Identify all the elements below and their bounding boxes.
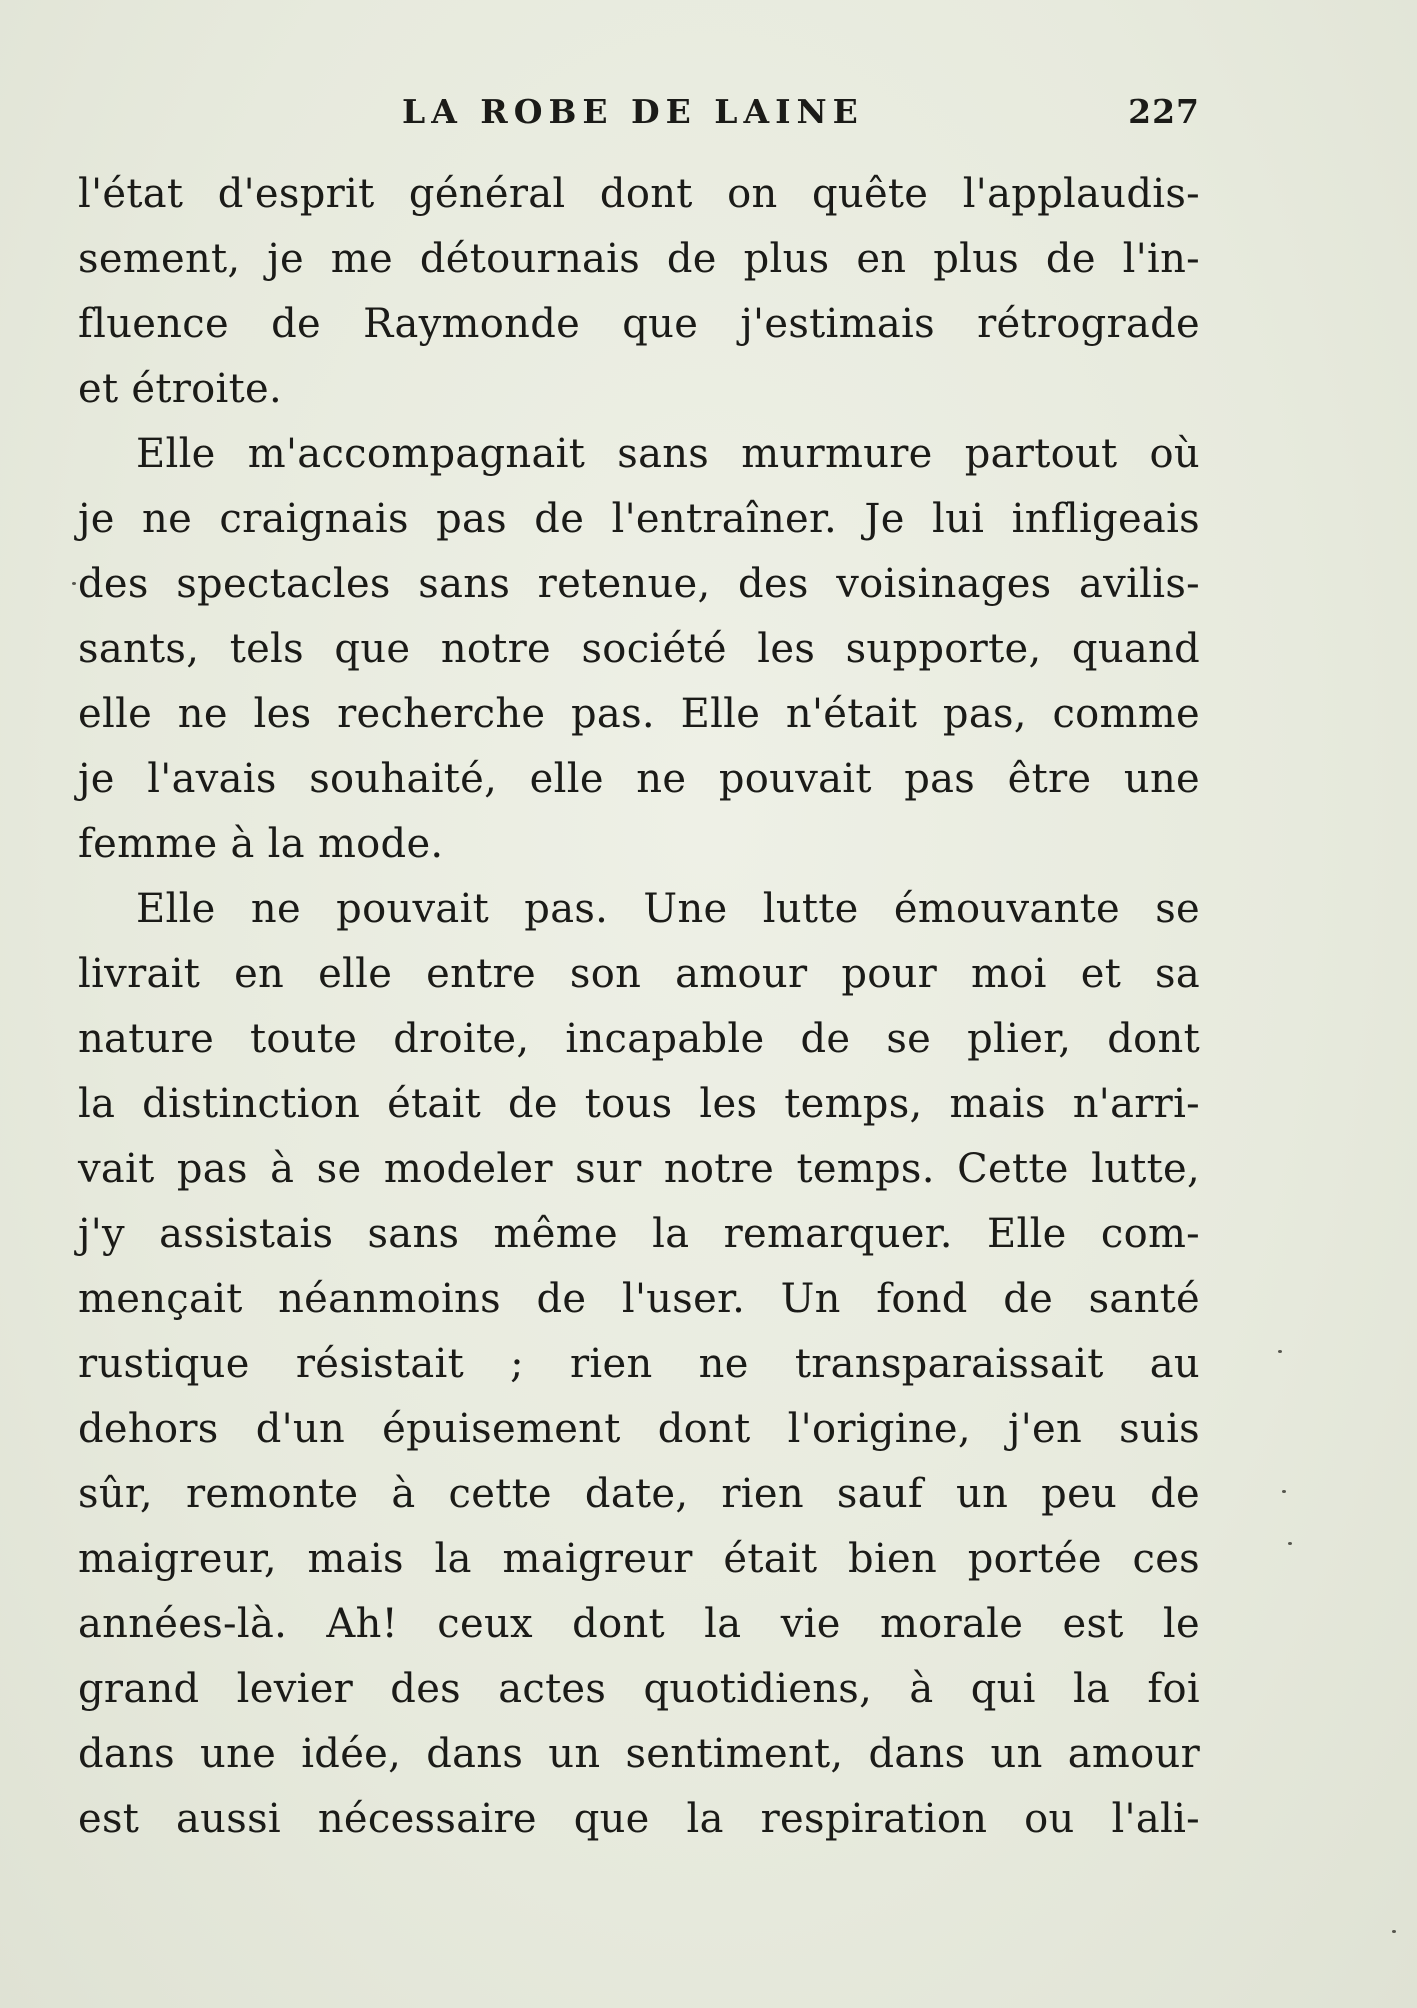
- text-line: la distinction était de tous les temps, mais n'arri-: [78, 1081, 1200, 1127]
- print-speck: [72, 582, 76, 585]
- text-line: fluence de Raymonde que j'estimais rétrograde: [78, 301, 1200, 347]
- text-line: sants, tels que notre société les supporte, quand: [78, 626, 1200, 672]
- print-speck: [1392, 1930, 1396, 1933]
- text-line: livrait en elle entre son amour pour moi et sa: [78, 951, 1200, 997]
- text-line: Elle ne pouvait pas. Une lutte émouvante se: [136, 886, 1200, 932]
- text-line: l'état d'esprit général dont on quête l'applaudis-: [78, 171, 1200, 217]
- text-line: grand levier des actes quotidiens, à qui la foi: [78, 1666, 1200, 1712]
- text-line: elle ne les recherche pas. Elle n'était pas, comme: [78, 691, 1200, 737]
- text-line: mençait néanmoins de l'user. Un fond de santé: [78, 1276, 1200, 1322]
- print-speck: [1282, 1490, 1286, 1493]
- text-line: dehors d'un épuisement dont l'origine, j'en suis: [78, 1406, 1200, 1452]
- print-speck: [1278, 1350, 1282, 1353]
- text-line: sement, je me détournais de plus en plus de l'in-: [78, 236, 1200, 282]
- text-line: femme à la mode.: [78, 821, 444, 867]
- text-line: maigreur, mais la maigreur était bien portée ces: [78, 1536, 1200, 1582]
- print-speck: [1288, 1542, 1292, 1545]
- running-head: [80, 92, 1200, 136]
- text-line: vait pas à se modeler sur notre temps. Cette lutte,: [78, 1146, 1200, 1192]
- body-text: [78, 162, 1200, 1852]
- page-number: 227: [1128, 92, 1200, 131]
- text-line: années-là. Ah! ceux dont la vie morale est le: [78, 1601, 1200, 1647]
- text-line: Elle m'accompagnait sans murmure partout où: [136, 431, 1200, 477]
- text-line: je ne craignais pas de l'entraîner. Je lui infligeais: [78, 496, 1200, 542]
- text-line: j'y assistais sans même la remarquer. Elle com-: [78, 1211, 1200, 1257]
- text-line: est aussi nécessaire que la respiration ou l'ali-: [78, 1796, 1200, 1842]
- text-line: sûr, remonte à cette date, rien sauf un peu de: [78, 1471, 1200, 1517]
- text-line: nature toute droite, incapable de se plier, dont: [78, 1016, 1200, 1062]
- text-line: rustique résistait ; rien ne transparaissait au: [78, 1341, 1200, 1387]
- running-title: LA ROBE DE LAINE: [402, 92, 864, 131]
- text-line: et étroite.: [78, 366, 282, 412]
- text-line: dans une idée, dans un sentiment, dans un amour: [78, 1731, 1200, 1777]
- text-line: je l'avais souhaité, elle ne pouvait pas être une: [78, 756, 1200, 802]
- text-line: des spectacles sans retenue, des voisinages avilis-: [78, 561, 1200, 607]
